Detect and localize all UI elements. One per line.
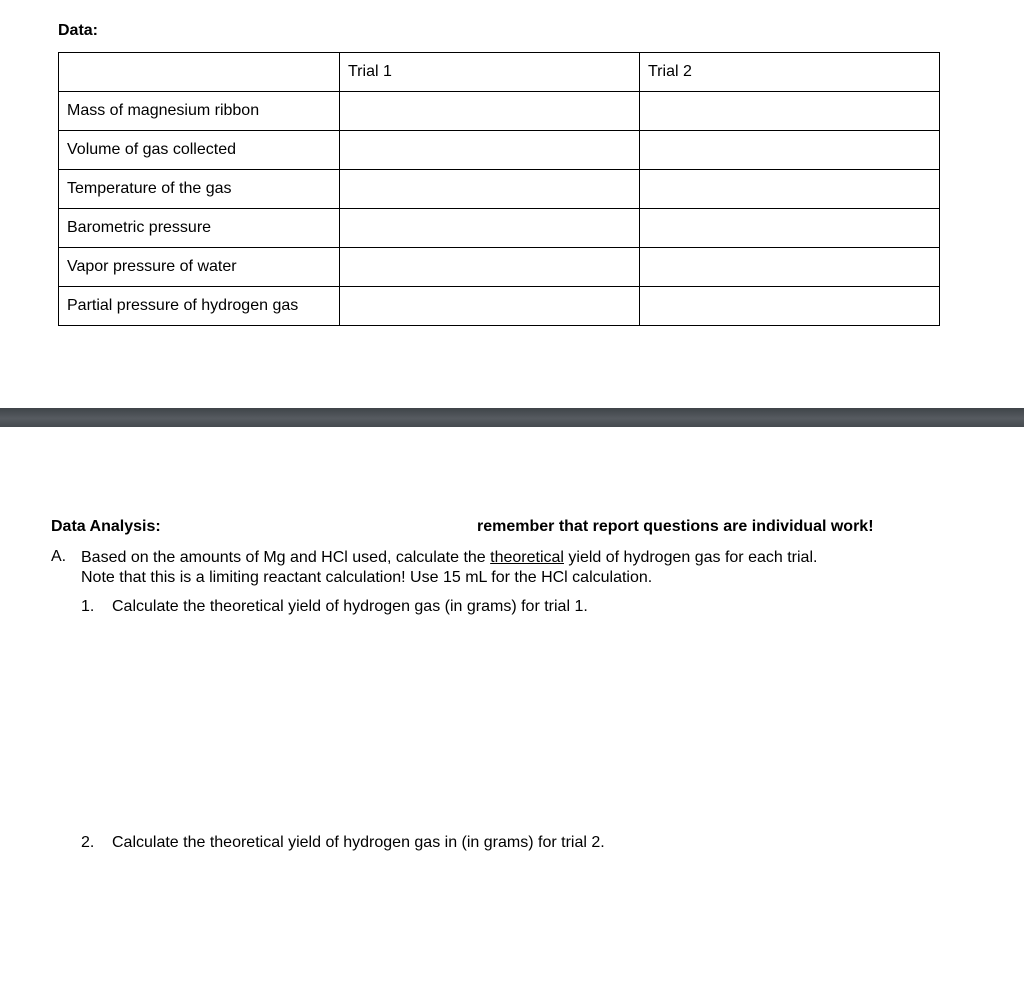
theoretical-underlined: theoretical [490,549,564,566]
data-table [58,52,940,326]
cell-mass-trial-2[interactable] [640,92,940,131]
row-label-mass: Mass of magnesium ribbon [59,92,340,131]
cell-volume-trial-1[interactable] [340,131,640,170]
cell-mass-trial-1[interactable] [340,92,640,131]
item-a-marker: A. [51,548,67,565]
cell-temperature-trial-1[interactable] [340,170,640,209]
cell-temperature-trial-2[interactable] [640,170,940,209]
table-row [59,248,940,287]
question-2-marker: 2. [81,834,95,851]
cell-partial-trial-1[interactable] [340,287,640,326]
cell-barometric-trial-2[interactable] [640,209,940,248]
table-row [59,209,940,248]
cell-partial-trial-2[interactable] [640,287,940,326]
cell-volume-trial-2[interactable] [640,131,940,170]
individual-work-note: remember that report questions are individual work! [477,518,874,535]
cell-vapor-trial-1[interactable] [340,248,640,287]
cell-barometric-trial-1[interactable] [340,209,640,248]
item-a-line-2: Note that this is a limiting reactant calculation! Use 15 mL for the HCl calculation. [81,569,653,586]
table-header-trial-2: Trial 2 [640,53,940,92]
table-row [59,92,940,131]
table-header-empty [59,53,340,92]
row-label-partial: Partial pressure of hydrogen gas [59,287,340,326]
table-row [59,170,940,209]
table-header-trial-1: Trial 1 [340,53,640,92]
analysis-heading: Data Analysis: [51,518,161,535]
item-a-line-1-start: Based on the amounts of Mg and HCl used, calculate the [81,549,491,566]
question-1-marker: 1. [81,598,95,615]
page-divider [0,408,1024,427]
table-row [59,131,940,170]
row-label-volume: Volume of gas collected [59,131,340,170]
table-row [59,287,940,326]
item-a-line-1-end: yield of hydrogen gas for each trial. [563,549,818,566]
data-heading: Data: [58,22,99,39]
question-1-text: Calculate the theoretical yield of hydrogen gas (in grams) for trial 1. [112,598,588,615]
cell-vapor-trial-2[interactable] [640,248,940,287]
table-header-row [59,53,940,92]
row-label-barometric: Barometric pressure [59,209,340,248]
item-a-text [81,548,941,588]
row-label-temperature: Temperature of the gas [59,170,340,209]
row-label-vapor: Vapor pressure of water [59,248,340,287]
question-2-text: Calculate the theoretical yield of hydrogen gas in (in grams) for trial 2. [112,834,605,851]
item-a-line-1 [81,548,941,568]
